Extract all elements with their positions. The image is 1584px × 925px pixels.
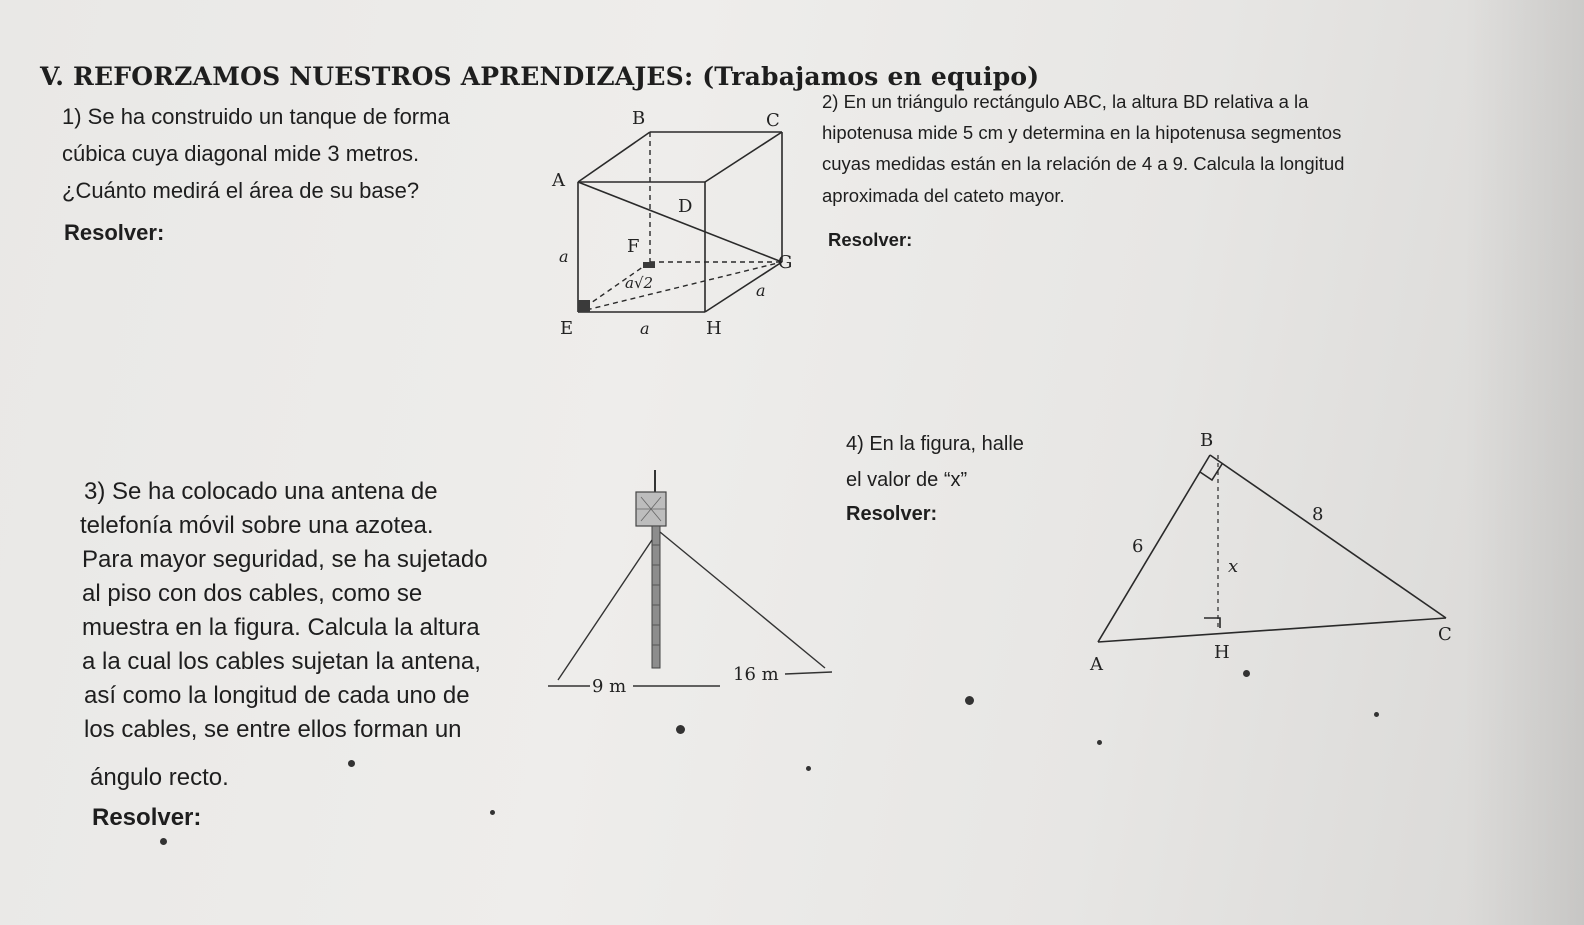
problem3-line-1: 3) Se ha colocado una antena de: [84, 478, 438, 505]
cube-label-G: G: [778, 252, 793, 273]
triangle-label-x: x: [1228, 556, 1239, 577]
ink-dot: [1374, 712, 1379, 717]
problem4-line-2: el valor de “x”: [846, 469, 968, 491]
triangle-label-H: H: [1214, 642, 1230, 663]
problem3-line-4: al piso con dos cables, como se: [82, 580, 423, 607]
ink-dot: [1097, 740, 1102, 745]
cube-figure: [540, 100, 820, 350]
problem3-line-3: Para mayor seguridad, se ha sujetado: [82, 546, 488, 573]
triangle-label-C: C: [1438, 624, 1452, 645]
triangle-figure: [1080, 420, 1470, 690]
triangle-label-A: A: [1090, 654, 1103, 675]
problem2-line-4: aproximada del cateto mayor.: [822, 185, 1065, 206]
problem2-line-1: 2) En un triángulo rectángulo ABC, la altura BD relativa a la: [822, 91, 1309, 112]
problem2-resolver: Resolver:: [828, 229, 913, 250]
problem4-line-1: 4) En la figura, halle: [846, 433, 1024, 455]
problem1-resolver: Resolver:: [64, 220, 165, 245]
problem3-line-9: ángulo recto.: [90, 764, 229, 791]
problem3-line-7: así como la longitud de cada uno de: [84, 682, 470, 709]
triangle-label-8: 8: [1312, 504, 1324, 525]
cube-label-H: H: [706, 318, 722, 339]
problem1-line-2: cúbica cuya diagonal mide 3 metros.: [62, 141, 420, 166]
antenna-figure: [540, 460, 840, 700]
problem4-resolver: Resolver:: [846, 503, 938, 525]
problem2-line-3: cuyas medidas están en la relación de 4 a 9. Calcula la longitud: [822, 153, 1345, 174]
cube-label-F: F: [627, 236, 640, 257]
problem3-line-8: los cables, se entre ellos forman un: [84, 716, 462, 743]
problem3-line-2: telefonía móvil sobre una azotea.: [80, 512, 434, 539]
problem1-line-3: ¿Cuánto medirá el área de su base?: [62, 178, 420, 203]
problem3-line-5: muestra en la figura. Calcula la altura: [82, 614, 480, 641]
cube-label-a-bottom: a: [640, 319, 650, 338]
ink-dot: [806, 766, 811, 771]
ink-dot: [1243, 670, 1250, 677]
cube-label-D: D: [678, 196, 693, 217]
cube-label-a-left: a: [559, 247, 569, 266]
ink-dot: [676, 725, 685, 734]
ink-dot: [965, 696, 974, 705]
section-title: V. REFORZAMOS NUESTROS APRENDIZAJES: (Trabajamos en equipo): [40, 62, 1040, 91]
cube-label-a-sqrt2: a√2: [625, 274, 654, 292]
cube-label-E: E: [560, 318, 574, 339]
cube-label-C: C: [766, 110, 780, 131]
problem3-line-6: a la cual los cables sujetan la antena,: [82, 648, 481, 675]
triangle-label-B: B: [1200, 430, 1214, 451]
ink-dot: [490, 810, 495, 815]
cube-label-B: B: [632, 108, 646, 129]
problem1-line-1: 1) Se ha construido un tanque de forma: [62, 104, 450, 129]
ink-dot: [348, 760, 355, 767]
problem2-line-2: hipotenusa mide 5 cm y determina en la hipotenusa segmentos: [822, 122, 1342, 143]
cube-label-a-right: a: [756, 281, 766, 300]
triangle-label-6: 6: [1132, 536, 1144, 557]
antenna-label-9m: 9 m: [592, 676, 627, 697]
cube-label-A: A: [552, 170, 565, 191]
page-edge-shadow: [1464, 0, 1584, 925]
ink-dot: [160, 838, 167, 845]
antenna-label-16m: 16 m: [733, 664, 779, 685]
problem3-resolver: Resolver:: [92, 804, 202, 831]
